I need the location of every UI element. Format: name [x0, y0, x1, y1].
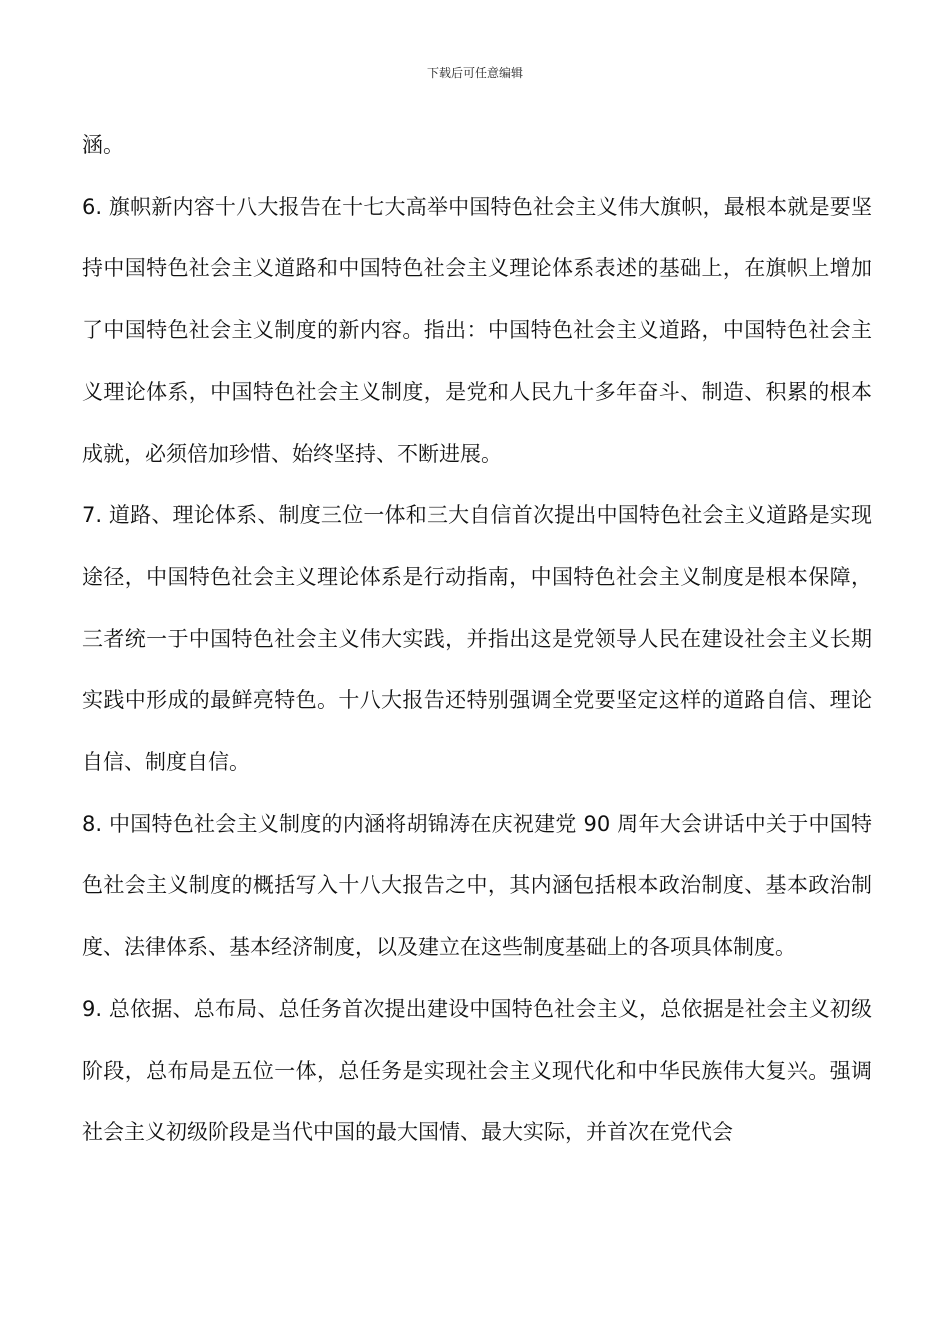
paragraph-item-7: 7. 道路、理论体系、制度三位一体和三大自信首次提出中国特色社会主义道路是实现途径，中国特色社会主义理论体系是行动指南，中国特色社会主义制度是根本保障，三者统一于中国特色社会主义伟大实践，并指出这是党领导人民在建设社会主义长期实践中形成的最鲜亮特色。十八大报告还特别强调全党要坚定这样的道路自信、理论自信、制度自信。: [82, 503, 872, 775]
document-body: [82, 115, 872, 1164]
paragraph-item-9: 9. 总依据、总布局、总任务首次提出建设中国特色社会主义，总依据是社会主义初级阶段，总布局是五位一体，总任务是实现社会主义现代化和中华民族伟大复兴。强调社会主义初级阶段是当代中国的最大国情、最大实际，并首次在党代会: [82, 996, 872, 1145]
paragraph-item-8: 8. 中国特色社会主义制度的内涵将胡锦涛在庆祝建党 90 周年大会讲话中关于中国特色社会主义制度的概括写入十八大报告之中，其内涵包括根本政治制度、基本政治制度、法律体系、基本经济制度，以及建立在这些制度基础上的各项具体制度。: [82, 811, 872, 960]
paragraph-item-6: 6. 旗帜新内容十八大报告在十七大高举中国特色社会主义伟大旗帜，最根本就是要坚持中国特色社会主义道路和中国特色社会主义理论体系表述的基础上，在旗帜上增加了中国特色社会主义制度的新内容。指出：中国特色社会主义道路，中国特色社会主义理论体系，中国特色社会主义制度，是党和人民九十多年奋斗、制造、积累的根本成就，必须倍加珍惜、始终坚持、不断进展。: [82, 194, 872, 466]
page-header: 下载后可任意编辑: [426, 66, 523, 80]
paragraph-continuation: 涵。: [82, 133, 124, 157]
